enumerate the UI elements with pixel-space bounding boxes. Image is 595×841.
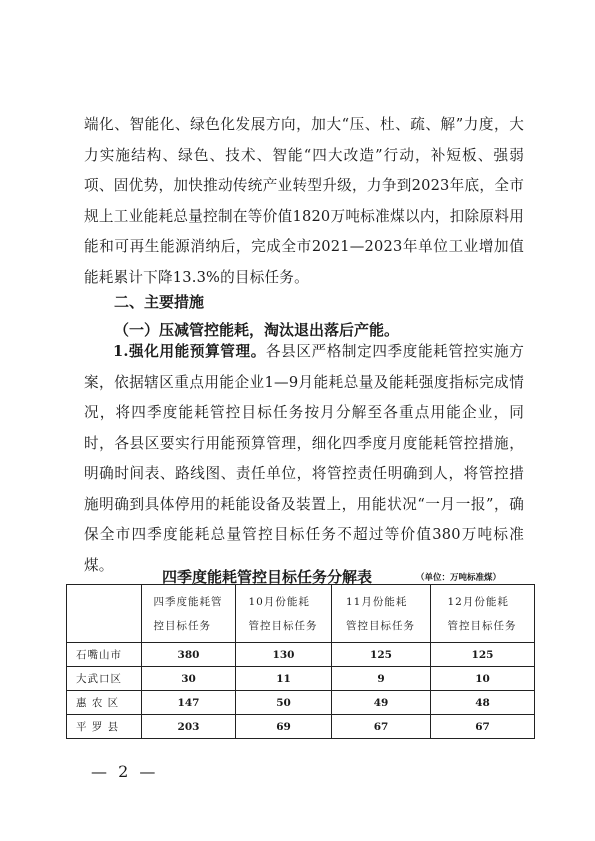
cell-nov: 49 <box>332 691 431 715</box>
table-unit: （单位：万吨标准煤） <box>416 573 502 583</box>
paragraph-item-1 <box>84 337 524 581</box>
cell-oct: 50 <box>236 691 332 715</box>
cell-q4: 380 <box>142 643 236 667</box>
subsection-heading: （一）压减管控能耗，淘汰退出落后产能。 <box>114 321 400 339</box>
energy-target-table <box>66 584 535 739</box>
cell-dec: 48 <box>431 691 535 715</box>
header-cell-oct: 10月份能耗管控目标任务 <box>236 585 332 643</box>
cell-q4: 30 <box>142 667 236 691</box>
cell-nov: 9 <box>332 667 431 691</box>
header-cell-corner <box>67 585 142 643</box>
row-name: 平 罗 县 <box>67 715 142 739</box>
item-1-text: 各县区严格制定四季度能耗管控实施方案，依据辖区重点用能企业1—9月能耗总量及能耗强度指标完成情况，将四季度能耗管控目标任务按月分解至各重点用能企业，同时，各县区要实行用能预算管理，细化四季度月度能耗管控措施，明确时间表、路线图、责任单位，将管控责任明确到人，将管控措施明确到具体停用的耗能设备及装置上，用能状况“一月一报”，确保全市四季度能耗总量管控目标任务不超过等价值380万吨标准煤。 <box>84 343 524 574</box>
header-cell-dec: 12月份能耗管控目标任务 <box>431 585 535 643</box>
row-name: 惠 农 区 <box>67 691 142 715</box>
table-title: 四季度能耗管控目标任务分解表 <box>162 568 373 586</box>
header-cell-nov: 11月份能耗管控目标任务 <box>332 585 431 643</box>
table-row <box>67 643 535 667</box>
page-number: — 2 — <box>91 762 159 781</box>
row-name: 石嘴山市 <box>67 643 142 667</box>
cell-dec: 67 <box>431 715 535 739</box>
cell-dec: 10 <box>431 667 535 691</box>
cell-q4: 147 <box>142 691 236 715</box>
table-header-row <box>67 585 535 643</box>
row-name: 大武口区 <box>67 667 142 691</box>
paragraph-1: 端化、智能化、绿色化发展方向，加大“压、杜、疏、解”力度，大力实施结构、绿色、技术、智能“四大改造”行动，补短板、强弱项、固优势，加快推动传统产业转型升级，力争到2023年底，全市规上工业能耗总量控制在等价值1820万吨标准煤以内，扣除原料用能和可再生能源消纳后，完成全市2021—2023年单位工业增加值能耗累计下降13.3%的目标任务。 <box>84 116 524 286</box>
cell-nov: 125 <box>332 643 431 667</box>
table-row <box>67 667 535 691</box>
cell-oct: 130 <box>236 643 332 667</box>
item-1-label: 1.强化用能预算管理。 <box>113 343 266 360</box>
section-heading: 二、主要措施 <box>114 293 205 311</box>
cell-dec: 125 <box>431 643 535 667</box>
cell-nov: 67 <box>332 715 431 739</box>
cell-q4: 203 <box>142 715 236 739</box>
table-row <box>67 691 535 715</box>
cell-oct: 11 <box>236 667 332 691</box>
table-row <box>67 715 535 739</box>
header-cell-q4: 四季度能耗管控目标任务 <box>142 585 236 643</box>
cell-oct: 69 <box>236 715 332 739</box>
